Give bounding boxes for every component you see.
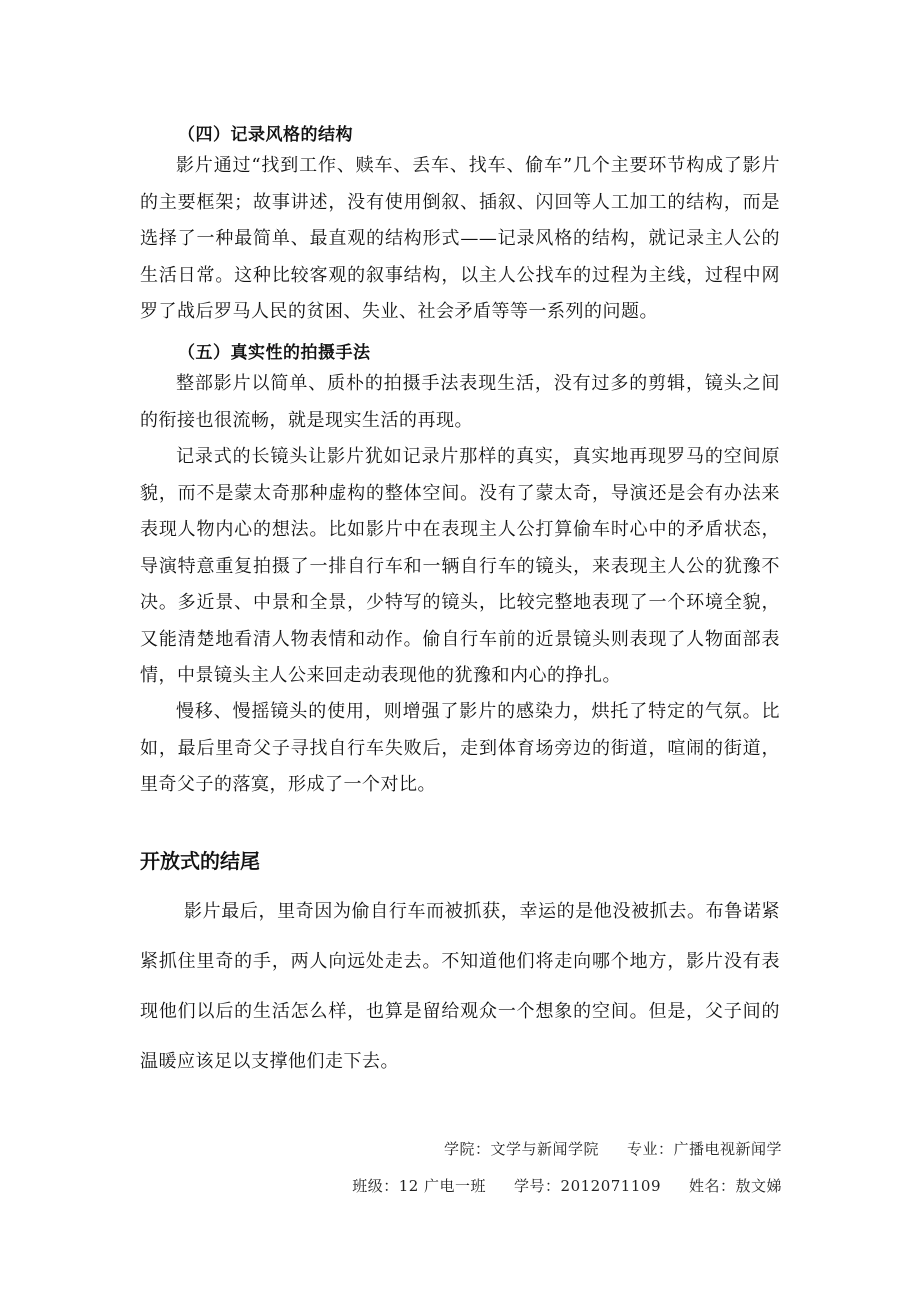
section-heading-5: （五）真实性的拍摄手法 [178, 343, 371, 363]
section-heading-4: （四）记录风格的结构 [178, 125, 353, 145]
footer-class: 班级：12 广电一班 [352, 1177, 487, 1195]
paragraph-shooting-1: 整部影片以简单、质朴的拍摄手法表现生活，没有过多的剪辑，镜头之间的衔接也很流畅，就是现实生活的再现。 [140, 373, 780, 431]
footer-name: 姓名：敖文娣 [688, 1177, 782, 1195]
paragraph-ending: 影片最后，里奇因为偷自行车而被抓获，幸运的是他没被抓去。布鲁诺紧紧抓住里奇的手，两人向远处走去。不知道他们将走向哪个地方，影片没有表现他们以后的生活怎么样，也算是留给观众一个想象的空间。但是，父子间的温暖应该足以支撑他们走下去。 [140, 901, 780, 1072]
footer-student-id: 学号：2012071109 [514, 1177, 661, 1195]
paragraph-structure: 影片通过“找到工作、赎车、丢车、找车、偷车”几个主要环节构成了影片的主要框架；故事讲述，没有使用倒叙、插叙、闪回等人工加工的结构，而是选择了一种最简单、最直观的结构形式——记录风格的结构，就记录主人公的生活日常。这种比较客观的叙事结构，以主人公找车的过程为主线，过程中网罗了战后罗马人民的贫困、失业、社会矛盾等等一系列的问题。 [140, 155, 780, 322]
footer-major: 专业：广播电视新闻学 [626, 1140, 782, 1158]
footer-line-2 [331, 1157, 782, 1214]
paragraph-shooting-3: 慢移、慢摇镜头的使用，则增强了影片的感染力，烘托了特定的气氛。比如，最后里奇父子寻找自行车失败后，走到体育场旁边的街道，喧闹的街道，里奇父子的落寞，形成了一个对比。 [140, 701, 780, 795]
paragraph-shooting-2: 记录式的长镜头让影片犹如记录片那样的真实，真实地再现罗马的空间原貌，而不是蒙太奇那种虚构的整体空间。没有了蒙太奇，导演还是会有办法来表现人物内心的想法。比如影片中在表现主人公打算偷车时心中的矛盾状态，导演特意重复拍摄了一排自行车和一辆自行车的镜头，来表现主人公的犹豫不决。多近景、中景和全景，少特写的镜头，比较完整地表现了一个环境全貌，又能清楚地看清人物表情和动作。偷自行车前的近景镜头则表现了人物面部表情，中景镜头主人公来回走动表现他的犹豫和内心的挣扎。 [140, 446, 780, 686]
footer-college: 学院：文学与新闻学院 [443, 1140, 599, 1158]
section-title-ending: 开放式的结尾 [140, 849, 260, 873]
